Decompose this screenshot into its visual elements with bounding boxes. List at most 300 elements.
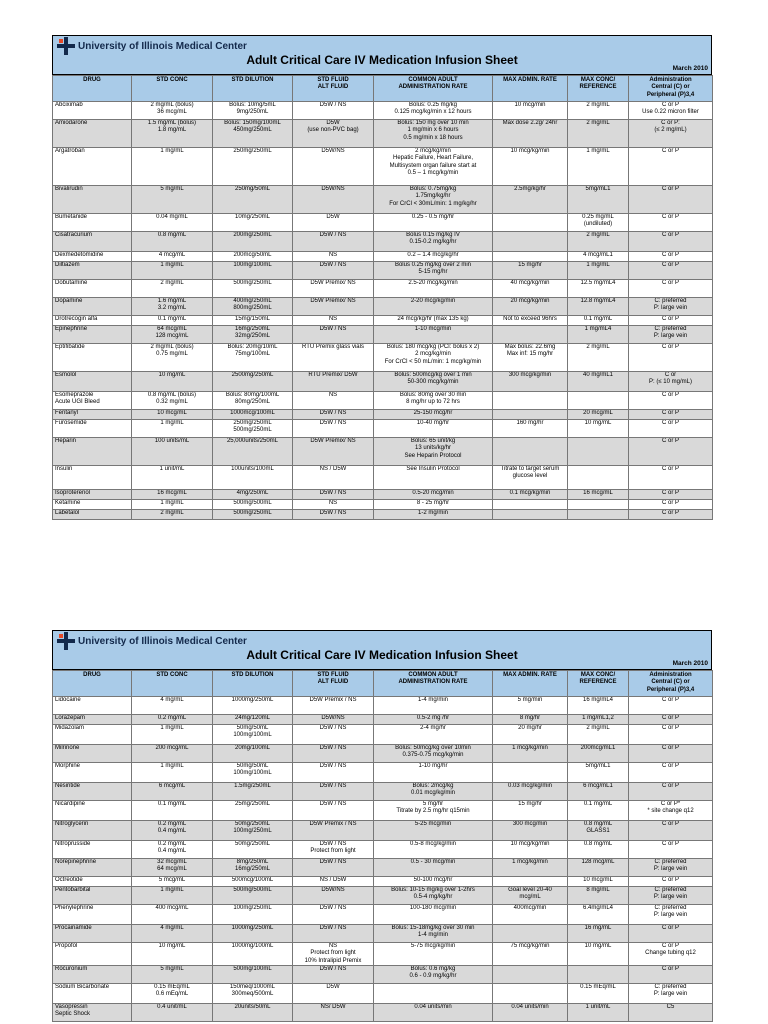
cell-std-fluid: D5W Premix / NS — [293, 821, 374, 841]
cell-std-dilution: 25,000units/250mL — [213, 438, 293, 466]
cell-std-conc: 2 mg/mL (bolus) 0.75 mg/mL — [132, 344, 213, 372]
cell-administration: C or P — [629, 438, 713, 466]
cell-max-conc: 6 mcg/mL1 — [568, 783, 629, 801]
table-row — [53, 326, 713, 344]
cell-max-conc — [568, 510, 629, 520]
cell-drug: Nicardipine — [53, 801, 132, 821]
cell-administration: C or P: (≤ 10 mg/mL) — [629, 372, 713, 392]
cell-std-dilution: Bolus: 10mg/5mL 9mg/250mL — [213, 102, 293, 120]
table-row — [53, 801, 713, 821]
cell-std-fluid: RTU Premix glass vials — [293, 344, 374, 372]
table-row — [53, 420, 713, 438]
cell-std-dilution: 50mg/50mL 100mg/100mL — [213, 725, 293, 745]
cell-admin-rate: Bolus: 0.6 mg/kg 0.6 - 0.9 mg/kg/hr — [374, 965, 493, 983]
cell-admin-rate: 100-180 mcg/min — [374, 905, 493, 925]
cell-max-admin-rate — [493, 925, 568, 943]
column-header-admin-rate: COMMON ADULT ADMINISTRATION RATE — [374, 76, 493, 102]
cell-std-fluid: D5W (use non-PVC bag) — [293, 120, 374, 148]
cell-max-admin-rate: 1 mcg/kg/min — [493, 745, 568, 763]
cell-std-dilution: 1000mg/250mL — [213, 925, 293, 943]
cell-drug: Midazolam — [53, 725, 132, 745]
cell-admin-rate: 0.5 - 30 mcg/min — [374, 859, 493, 877]
cell-std-conc: 0.2 mg/mL 0.4 mg/mL — [132, 841, 213, 859]
cell-drug: Phenylephrine — [53, 905, 132, 925]
cell-std-fluid: D5W/NS — [293, 186, 374, 214]
cell-max-conc: 1 mg/mL4 — [568, 326, 629, 344]
column-header-drug: DRUG — [53, 76, 132, 102]
cell-drug: Ketamine — [53, 500, 132, 510]
cell-admin-rate: 0.04 units/min — [374, 1003, 493, 1021]
table-row — [53, 841, 713, 859]
cell-drug: Diltiazem — [53, 262, 132, 280]
cell-std-conc: 5 mcg/mL — [132, 877, 213, 887]
cell-drug: Esmolol — [53, 372, 132, 392]
table-row — [53, 725, 713, 745]
cell-std-dilution: 25mg/250mL — [213, 801, 293, 821]
cell-admin-rate: Bolus: 50mcg/kg over 10min 0.375-0.75 mcg/kg/min — [374, 745, 493, 763]
cell-std-conc: 1 unit/mL — [132, 466, 213, 490]
cell-std-fluid: D5W / NS — [293, 859, 374, 877]
cell-admin-rate: Bolus: 180 mcg/kg (PCI: bolus x 2) 2 mcg/kg/min For CrCl < 50 mL/min: 1 mcg/kg/min — [374, 344, 493, 372]
cell-std-fluid: D5W / NS — [293, 102, 374, 120]
cell-std-conc: 1 mg/mL — [132, 262, 213, 280]
cell-drug: Bivalirudin — [53, 186, 132, 214]
column-header-std-dilution: STD DILUTION — [213, 76, 293, 102]
column-header-drug: DRUG — [53, 671, 132, 697]
cell-max-conc: 10 mcg/mL — [568, 877, 629, 887]
cell-administration: C or P — [629, 783, 713, 801]
cell-max-admin-rate: 0.03 mcg/kg/min — [493, 783, 568, 801]
table-row — [53, 280, 713, 298]
column-header-row — [53, 76, 713, 102]
cell-drug: Eptifibatide — [53, 344, 132, 372]
cell-max-conc: 1 unit/mL — [568, 1003, 629, 1021]
cell-admin-rate: 0.2 – 1.4 mcg/kg/hr — [374, 252, 493, 262]
cell-max-conc — [568, 500, 629, 510]
cell-drug: Amiodarone — [53, 120, 132, 148]
cell-admin-rate: See Insulin Protocol — [374, 466, 493, 490]
cell-std-dilution: 500mg/250mL — [213, 510, 293, 520]
cell-administration: C: preferred P: large vein — [629, 326, 713, 344]
cell-std-dilution: 250mg/250mL — [213, 148, 293, 186]
cell-drug: Insulin — [53, 466, 132, 490]
sheet-date: March 2010 — [672, 660, 708, 667]
cell-max-admin-rate: 8 mg/hr — [493, 715, 568, 725]
cell-administration: C or P Use 0.22 micron filter — [629, 102, 713, 120]
cell-administration: C or P — [629, 500, 713, 510]
cell-admin-rate: 0.5-8 mcg/kg/min — [374, 841, 493, 859]
cell-drug: Vasopressin Septic Shock — [53, 1003, 132, 1021]
cell-max-conc: 5mg/mL1 — [568, 186, 629, 214]
cell-admin-rate: 0.5-2 mg /hr — [374, 715, 493, 725]
column-header-max-conc: MAX CONC/ REFERENCE — [568, 76, 629, 102]
logo-text: University of Illinois Medical Center — [78, 635, 247, 647]
column-header-std-dilution: STD DILUTION — [213, 671, 293, 697]
cell-max-admin-rate — [493, 763, 568, 783]
cell-max-admin-rate — [493, 232, 568, 252]
cell-max-conc: 200mcg/mL1 — [568, 745, 629, 763]
cell-std-conc: 1 mg/mL — [132, 148, 213, 186]
cell-max-admin-rate: Max bolus: 22.6mg Max inf: 15 mg/hr — [493, 344, 568, 372]
cell-std-dilution: 200mcg/50mL — [213, 252, 293, 262]
cell-std-dilution: 250mg/50mL — [213, 186, 293, 214]
cell-max-conc: 12.5 mg/mL4 — [568, 280, 629, 298]
cell-administration: C or P — [629, 715, 713, 725]
cell-max-conc: 12.8 mg/mL4 — [568, 298, 629, 316]
table-row — [53, 214, 713, 232]
cell-drug: Octreotide — [53, 877, 132, 887]
cell-std-conc: 10 mg/mL — [132, 943, 213, 966]
cell-std-fluid: D5W — [293, 983, 374, 1003]
cell-admin-rate: 8 - 25 mg/hr — [374, 500, 493, 510]
cell-drug: Procainamide — [53, 925, 132, 943]
cell-std-fluid: NS Protect from light 10% Intralipid Premix — [293, 943, 374, 966]
cell-administration: C: preferred P: large vein — [629, 905, 713, 925]
cell-std-conc: 400 mcg/mL — [132, 905, 213, 925]
column-header-administration: Administration Central (C) or Peripheral (P)3,4 — [629, 671, 713, 697]
cell-max-conc: 6.4mg/mL4 — [568, 905, 629, 925]
cell-std-conc: 0.4 unit/mL — [132, 1003, 213, 1021]
cell-drug: Dopamine — [53, 298, 132, 316]
cell-administration: C or P — [629, 745, 713, 763]
cell-std-conc: 64 mcg/mL 128 mcg/mL — [132, 326, 213, 344]
cell-std-fluid: D5W / NS — [293, 232, 374, 252]
cell-max-conc: 0.15 mEq/mL — [568, 983, 629, 1003]
table-row — [53, 410, 713, 420]
cell-std-dilution: 24mg/120mL — [213, 715, 293, 725]
cell-max-conc: 1 mg/mL1,2 — [568, 715, 629, 725]
cell-std-fluid: NS — [293, 252, 374, 262]
cell-max-conc: 4 mcg/mL1 — [568, 252, 629, 262]
cell-max-conc: 2 mg/mL — [568, 232, 629, 252]
cell-administration: C or P — [629, 410, 713, 420]
cell-std-fluid: D5W / NS — [293, 763, 374, 783]
cell-admin-rate: 2-4 mg/hr — [374, 725, 493, 745]
table-row — [53, 372, 713, 392]
cell-std-conc: 5 mg/mL — [132, 186, 213, 214]
cell-std-fluid: NS / D5W — [293, 466, 374, 490]
cell-max-admin-rate: Titrate to target serum glucose level — [493, 466, 568, 490]
cell-std-dilution: 500mg/100mL — [213, 965, 293, 983]
table-row — [53, 763, 713, 783]
sheet-date: March 2010 — [672, 65, 708, 72]
cell-administration: C or P — [629, 821, 713, 841]
table-row — [53, 783, 713, 801]
cell-administration: C or P — [629, 232, 713, 252]
cell-administration: C or P — [629, 697, 713, 715]
cell-drug: Bumetanide — [53, 214, 132, 232]
cell-max-conc: 0.1 mg/mL — [568, 316, 629, 326]
cell-std-fluid: D5W / NS — [293, 420, 374, 438]
sheet-banner — [52, 630, 712, 670]
cell-max-conc: 2 mg/mL — [568, 725, 629, 745]
cell-drug: Argatroban — [53, 148, 132, 186]
table-row — [53, 877, 713, 887]
cell-administration: C or P — [629, 344, 713, 372]
cell-drug: Pentobarbital — [53, 887, 132, 905]
column-header-administration: Administration Central (C) or Peripheral (P)3,4 — [629, 76, 713, 102]
cell-administration: C or P — [629, 280, 713, 298]
table-row — [53, 298, 713, 316]
cell-std-dilution: Bolus: 80mg/100mL 80mg/250mL — [213, 392, 293, 410]
cell-std-fluid: RTU Premix/ D5W — [293, 372, 374, 392]
cell-std-dilution: 150meq/1000mL 300meq/500mL — [213, 983, 293, 1003]
cell-std-fluid: D5W/NS — [293, 715, 374, 725]
cell-max-admin-rate: 5 mg/min — [493, 697, 568, 715]
cell-std-conc: 1 mg/mL — [132, 420, 213, 438]
cell-std-dilution: 2500mg/250mL — [213, 372, 293, 392]
cell-max-admin-rate: 0.1 mcg/kg/min — [493, 490, 568, 500]
cell-administration: C or P — [629, 466, 713, 490]
cell-max-admin-rate — [493, 410, 568, 420]
column-header-max-admin-rate: MAX ADMIN. RATE — [493, 671, 568, 697]
cell-std-conc: 1 mg/mL — [132, 500, 213, 510]
cell-max-admin-rate — [493, 500, 568, 510]
table-body — [53, 102, 713, 520]
cell-std-conc: 0.1 mg/mL — [132, 316, 213, 326]
cell-std-dilution: 100mg/250mL — [213, 905, 293, 925]
cell-std-fluid: D5W / NS — [293, 262, 374, 280]
cell-std-dilution: 16mg/250mL 32mg/250mL — [213, 326, 293, 344]
cell-std-conc: 1 mg/mL — [132, 887, 213, 905]
cell-std-conc: 4 mg/mL — [132, 697, 213, 715]
cell-std-fluid: D5W / NS — [293, 783, 374, 801]
cell-max-admin-rate: 40 mcg/kg/min — [493, 280, 568, 298]
cell-std-conc: 1 mg/mL — [132, 763, 213, 783]
column-header-max-admin-rate: MAX ADMIN. RATE — [493, 76, 568, 102]
cell-std-conc: 1.5 mg/mL (bolus) 1.8 mg/mL — [132, 120, 213, 148]
cell-max-conc — [568, 438, 629, 466]
table-row — [53, 120, 713, 148]
cell-std-dilution: 1000mcg/100mL — [213, 410, 293, 420]
cell-max-conc: 20 mcg/mL — [568, 410, 629, 420]
cell-max-conc: 2 mg/mL — [568, 120, 629, 148]
column-header-max-conc: MAX CONC/ REFERENCE — [568, 671, 629, 697]
cell-admin-rate: Bolus: 500mcg/kg over 1 min 50-300 mcg/kg/min — [374, 372, 493, 392]
cell-std-dilution: 50mg/250mL 100mg/250mL — [213, 821, 293, 841]
cell-max-admin-rate: 0.04 units/min — [493, 1003, 568, 1021]
cell-std-fluid: D5W / NS — [293, 801, 374, 821]
cell-administration: C or P — [629, 316, 713, 326]
table-row — [53, 102, 713, 120]
cell-std-fluid: D5W Premix/ NS — [293, 280, 374, 298]
table-row — [53, 965, 713, 983]
cell-max-conc: 2 mg/mL — [568, 344, 629, 372]
infusion-sheet-2 — [52, 630, 712, 1022]
cell-max-admin-rate: 10 mcg/kg/min — [493, 841, 568, 859]
cell-max-admin-rate: 15 mg/hr — [493, 801, 568, 821]
cell-max-admin-rate — [493, 214, 568, 232]
cell-drug: Morphine — [53, 763, 132, 783]
cell-drug: Isoproterenol — [53, 490, 132, 500]
cell-drug: Milrinone — [53, 745, 132, 763]
table-row — [53, 148, 713, 186]
cell-admin-rate: 5-25 mcg/min — [374, 821, 493, 841]
cell-std-dilution: 20units/50mL — [213, 1003, 293, 1021]
cell-max-admin-rate: 1 mcg/kg/min — [493, 859, 568, 877]
cell-drug: Drotrecogin alfa — [53, 316, 132, 326]
cell-max-conc: 0.8 mg/mL GLASS1 — [568, 821, 629, 841]
cell-std-dilution: 250mg/250mL 500mg/250mL — [213, 420, 293, 438]
cell-drug: Esomeprazole Acute UGI Bleed — [53, 392, 132, 410]
table-row — [53, 983, 713, 1003]
cell-max-admin-rate — [493, 326, 568, 344]
cell-std-dilution: 10mg/250mL — [213, 214, 293, 232]
table-row — [53, 252, 713, 262]
cell-std-dilution: 1000mg/250mL — [213, 697, 293, 715]
cell-max-conc: 10 mg/mL — [568, 943, 629, 966]
cell-std-conc: 100 units/mL — [132, 438, 213, 466]
table-row — [53, 905, 713, 925]
column-header-std-conc: STD CONC — [132, 671, 213, 697]
cell-std-fluid: D5W / NS — [293, 410, 374, 420]
cell-max-conc — [568, 965, 629, 983]
cell-admin-rate: 5 mg/hr Titrate by 2.5 mg/hr q15min — [374, 801, 493, 821]
cell-admin-rate: 2-20 mcg/kg/min — [374, 298, 493, 316]
cell-max-admin-rate — [493, 877, 568, 887]
cell-std-conc: 4 mg/mL — [132, 925, 213, 943]
cell-std-conc: 2 mg/mL — [132, 510, 213, 520]
table-row — [53, 887, 713, 905]
cell-administration: C5 — [629, 1003, 713, 1021]
cell-administration: C: preferred P: large vein — [629, 859, 713, 877]
cell-admin-rate: Bolus: 10-15 mg/kg over 1-2hrs 0.5-4 mg/kg/hr — [374, 887, 493, 905]
cell-std-dilution: 500mg/250mL — [213, 280, 293, 298]
cell-max-admin-rate: 2.5mg/kg/hr — [493, 186, 568, 214]
table-row — [53, 438, 713, 466]
table-row — [53, 510, 713, 520]
cell-drug: Labetalol — [53, 510, 132, 520]
table-row — [53, 490, 713, 500]
cell-administration: C or P Change tubing q12 — [629, 943, 713, 966]
cell-std-dilution: 20mg/100mL — [213, 745, 293, 763]
cell-std-dilution: 15mg/150mL — [213, 316, 293, 326]
cell-administration: C: preferred P: large vein — [629, 983, 713, 1003]
table-row — [53, 821, 713, 841]
cell-admin-rate: 0.5-20 mcg/min — [374, 490, 493, 500]
cell-std-dilution: Bolus: 20mg/10mL 75mg/100mL — [213, 344, 293, 372]
cell-max-conc: 40 mg/mL1 — [568, 372, 629, 392]
cell-drug: Dobutamine — [53, 280, 132, 298]
cell-max-conc: 10 mg/mL — [568, 420, 629, 438]
cell-max-conc: 1 mg/mL — [568, 262, 629, 280]
cell-std-fluid: D5W / NS — [293, 925, 374, 943]
cell-std-dilution: 500mg/500mL — [213, 500, 293, 510]
cell-administration: C or P — [629, 148, 713, 186]
cell-admin-rate: 1-10 mcg/min — [374, 326, 493, 344]
cell-std-fluid: D5W / NS — [293, 905, 374, 925]
cell-std-conc: 32 mcg/mL 64 mcg/mL — [132, 859, 213, 877]
table-row — [53, 943, 713, 966]
cell-administration: C or P — [629, 252, 713, 262]
sheet-title: Adult Critical Care IV Medication Infusion Sheet — [246, 53, 518, 67]
cell-max-admin-rate: 400mcg/min — [493, 905, 568, 925]
table-row — [53, 466, 713, 490]
cell-std-dilution: 500mg/500mL — [213, 887, 293, 905]
cell-std-fluid: NS / D5W — [293, 877, 374, 887]
cell-drug: Furosemide — [53, 420, 132, 438]
cell-drug: Nitroprusside — [53, 841, 132, 859]
cell-std-conc: 10 mcg/mL — [132, 410, 213, 420]
cell-max-conc: 5mg/mL1 — [568, 763, 629, 783]
cell-std-fluid: D5W / NS — [293, 326, 374, 344]
cell-std-dilution: 500mcg/100mL — [213, 877, 293, 887]
table-row — [53, 316, 713, 326]
cell-admin-rate — [374, 983, 493, 1003]
cell-max-conc: 16 mg/mL — [568, 925, 629, 943]
cell-std-dilution: 400mg/250mL 800mg/250mL — [213, 298, 293, 316]
column-header-std-fluid: STD FLUID ALT FLUID — [293, 671, 374, 697]
cell-max-conc: 1 mg/mL — [568, 148, 629, 186]
cell-std-fluid: NS — [293, 316, 374, 326]
cell-max-admin-rate: 75 mcg/kg/min — [493, 943, 568, 966]
cell-drug: Heparin — [53, 438, 132, 466]
cell-drug: Dexmedetomidine — [53, 252, 132, 262]
cell-max-admin-rate: 10 mcg/kg/min — [493, 148, 568, 186]
infusion-table — [52, 75, 713, 520]
table-row — [53, 344, 713, 372]
table-row — [53, 925, 713, 943]
cell-drug: Abciximab — [53, 102, 132, 120]
cell-std-fluid: D5W / NS — [293, 745, 374, 763]
cell-admin-rate: Bolus 0.25 mg/kg over 2 min 5-15 mg/hr — [374, 262, 493, 280]
cell-std-dilution: 8mg/250mL 16mg/250mL — [213, 859, 293, 877]
cell-std-dilution: 50mg/50mL 100mg/100mL — [213, 763, 293, 783]
cell-std-dilution: 100units/100mL — [213, 466, 293, 490]
cell-administration: C or P: (≤ 2 mg/mL) — [629, 120, 713, 148]
cell-admin-rate: Bolus: 2mcg/kg 0.01 mcg/kg/min — [374, 783, 493, 801]
cell-administration: C or P* * site change q12 — [629, 801, 713, 821]
cell-admin-rate: 2.5-20 mcg/kg/min — [374, 280, 493, 298]
cell-admin-rate: 10-40 mg/hr — [374, 420, 493, 438]
cell-std-fluid: D5W/NS — [293, 887, 374, 905]
cell-std-dilution: 200mg/250mL — [213, 232, 293, 252]
cell-max-conc: 0.8 mg/mL — [568, 841, 629, 859]
cell-std-fluid: D5W/NS — [293, 148, 374, 186]
cell-max-conc: 8 mg/mL — [568, 887, 629, 905]
cell-std-fluid: D5W Premix/ NS — [293, 438, 374, 466]
cell-administration: C or P — [629, 925, 713, 943]
cell-std-dilution: 1000mg/100mL — [213, 943, 293, 966]
cell-max-conc: 0.1 mg/mL — [568, 801, 629, 821]
cell-admin-rate: 5-75 mcg/kg/min — [374, 943, 493, 966]
cell-std-fluid: D5W / NS — [293, 965, 374, 983]
table-row — [53, 715, 713, 725]
logo-text: University of Illinois Medical Center — [78, 40, 247, 52]
cell-std-fluid: NS — [293, 500, 374, 510]
cell-std-dilution: 1.5mg/250mL — [213, 783, 293, 801]
cell-administration: C or P — [629, 763, 713, 783]
cell-std-conc: 1 mg/mL — [132, 725, 213, 745]
cell-std-fluid: D5W Premix / NS — [293, 697, 374, 715]
table-row — [53, 859, 713, 877]
cell-admin-rate: Bolus 0.15 mg/kg IV 0.15-0.2 mg/kg/hr — [374, 232, 493, 252]
cell-max-admin-rate: 15 mg/hr — [493, 262, 568, 280]
cell-std-conc: 4 mcg/mL — [132, 252, 213, 262]
cell-administration: C or P — [629, 490, 713, 500]
cell-max-admin-rate: 300 mcg/kg/min — [493, 372, 568, 392]
cell-admin-rate: Bolus: 0.75mg/kg 1.75mg/kg/hr For CrCl < 30mL/min: 1 mg/kg/hr — [374, 186, 493, 214]
infusion-table — [52, 670, 713, 1022]
cell-std-dilution: 50mg/250mL — [213, 841, 293, 859]
cell-std-fluid: D5W Premix/ NS — [293, 298, 374, 316]
cell-std-fluid: D5W / NS — [293, 510, 374, 520]
cell-admin-rate: Bolus: 150 mg over 10 min 1 mg/min x 6 hours 0.5 mg/min x 18 hours — [374, 120, 493, 148]
cell-std-fluid: D5W / NS Protect from light — [293, 841, 374, 859]
cell-std-conc: 200 mcg/mL — [132, 745, 213, 763]
cell-std-fluid: NS/ D5W — [293, 1003, 374, 1021]
infusion-sheet-1 — [52, 35, 712, 520]
